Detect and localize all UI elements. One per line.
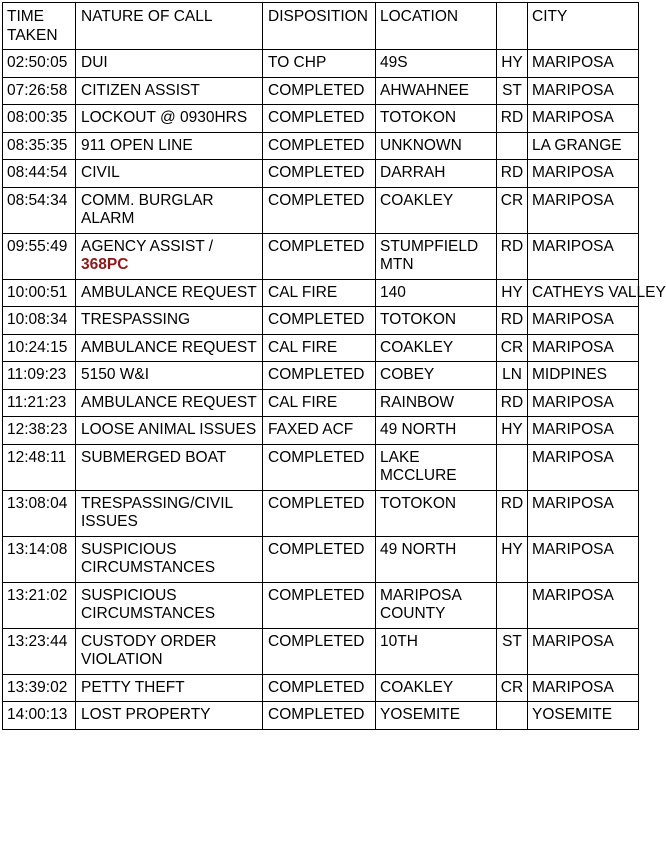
nature-of-call-cell: LOST PROPERTY	[76, 702, 263, 730]
header-location: LOCATION	[376, 3, 497, 50]
call-time-cell: 08:54:34	[3, 187, 76, 233]
street-suffix-cell	[497, 582, 528, 628]
location-cell: TOTOKON	[376, 307, 497, 335]
nature-of-call-cell: SUSPICIOUS CIRCUMSTANCES	[76, 582, 263, 628]
location-cell: YOSEMITE	[376, 702, 497, 730]
call-time-cell: 14:00:13	[3, 702, 76, 730]
city-cell: MARIPOSA	[528, 187, 639, 233]
table-row	[3, 362, 639, 390]
nature-of-call-cell: COMM. BURGLAR ALARM	[76, 187, 263, 233]
call-time-cell: 13:14:08	[3, 536, 76, 582]
table-row	[3, 536, 639, 582]
location-cell: STUMPFIELD MTN	[376, 233, 497, 279]
table-row	[3, 490, 639, 536]
nature-of-call-cell: LOOSE ANIMAL ISSUES	[76, 417, 263, 445]
call-time-cell: 09:55:49	[3, 233, 76, 279]
city-cell: MARIPOSA	[528, 105, 639, 133]
disposition-cell: COMPLETED	[263, 187, 376, 233]
nature-of-call-cell: LOCKOUT @ 0930HRS	[76, 105, 263, 133]
call-time-cell: 07:26:58	[3, 77, 76, 105]
call-time-cell: 13:21:02	[3, 582, 76, 628]
disposition-cell: FAXED ACF	[263, 417, 376, 445]
call-time-cell: 13:39:02	[3, 674, 76, 702]
table-row	[3, 702, 639, 730]
nature-of-call-cell: SUBMERGED BOAT	[76, 444, 263, 490]
street-suffix-cell	[497, 444, 528, 490]
street-suffix-cell: LN	[497, 362, 528, 390]
location-cell: DARRAH	[376, 160, 497, 188]
call-log-body	[3, 50, 666, 730]
street-suffix-cell	[497, 702, 528, 730]
disposition-cell: COMPLETED	[263, 490, 376, 536]
location-cell: 49S	[376, 50, 497, 78]
disposition-cell: COMPLETED	[263, 77, 376, 105]
city-cell: MARIPOSA	[528, 628, 639, 674]
nature-of-call-cell: TRESPASSING/CIVIL ISSUES	[76, 490, 263, 536]
call-time-cell: 11:09:23	[3, 362, 76, 390]
location-cell: COBEY	[376, 362, 497, 390]
city-cell: MIDPINES	[528, 362, 639, 390]
disposition-cell: CAL FIRE	[263, 389, 376, 417]
city-cell: YOSEMITE	[528, 702, 639, 730]
street-suffix-cell: ST	[497, 77, 528, 105]
disposition-cell: COMPLETED	[263, 233, 376, 279]
call-time-cell: 10:00:51	[3, 279, 76, 307]
street-suffix-cell: RD	[497, 490, 528, 536]
table-row	[3, 50, 639, 78]
table-row	[3, 389, 639, 417]
table-row	[3, 307, 639, 335]
city-cell: MARIPOSA	[528, 674, 639, 702]
city-cell: CATHEYS VALLEY	[528, 279, 639, 307]
city-cell: MARIPOSA	[528, 334, 639, 362]
street-suffix-cell: RD	[497, 389, 528, 417]
city-cell: MARIPOSA	[528, 233, 639, 279]
street-suffix-cell	[497, 132, 528, 160]
location-cell: LAKE MCCLURE	[376, 444, 497, 490]
table-row	[3, 77, 639, 105]
call-time-cell: 02:50:05	[3, 50, 76, 78]
header-nature-of-call: NATURE OF CALL	[76, 3, 263, 50]
call-log-table	[2, 2, 666, 730]
call-time-cell: 10:08:34	[3, 307, 76, 335]
call-time-cell: 08:35:35	[3, 132, 76, 160]
header-street-suffix	[497, 3, 528, 50]
city-cell: MARIPOSA	[528, 77, 639, 105]
call-time-cell: 08:44:54	[3, 160, 76, 188]
street-suffix-cell: RD	[497, 307, 528, 335]
disposition-cell: COMPLETED	[263, 105, 376, 133]
call-time-cell: 11:21:23	[3, 389, 76, 417]
street-suffix-cell: HY	[497, 417, 528, 445]
location-cell: COAKLEY	[376, 334, 497, 362]
location-cell: AHWAHNEE	[376, 77, 497, 105]
call-time-cell: 12:48:11	[3, 444, 76, 490]
table-row	[3, 334, 639, 362]
disposition-cell: COMPLETED	[263, 536, 376, 582]
disposition-cell: CAL FIRE	[263, 279, 376, 307]
nature-of-call-cell: CIVIL	[76, 160, 263, 188]
location-cell: MARIPOSA COUNTY	[376, 582, 497, 628]
city-cell: MARIPOSA	[528, 417, 639, 445]
disposition-cell: COMPLETED	[263, 307, 376, 335]
call-time-cell: 12:38:23	[3, 417, 76, 445]
city-cell: MARIPOSA	[528, 490, 639, 536]
location-cell: 49 NORTH	[376, 536, 497, 582]
nature-of-call-cell: CITIZEN ASSIST	[76, 77, 263, 105]
call-time-cell: 13:08:04	[3, 490, 76, 536]
table-row	[3, 279, 639, 307]
table-row	[3, 233, 639, 279]
city-cell: MARIPOSA	[528, 389, 639, 417]
table-row	[3, 187, 639, 233]
street-suffix-cell: HY	[497, 279, 528, 307]
call-time-cell: 08:00:35	[3, 105, 76, 133]
table-row	[3, 160, 639, 188]
nature-of-call-text: AGENCY ASSIST /	[81, 237, 214, 255]
nature-of-call-cell: TRESPASSING	[76, 307, 263, 335]
location-cell: 10TH	[376, 628, 497, 674]
disposition-cell: COMPLETED	[263, 362, 376, 390]
table-row	[3, 674, 639, 702]
header-disposition: DISPOSITION	[263, 3, 376, 50]
street-suffix-cell: CR	[497, 334, 528, 362]
penal-code-highlight: 368PC	[81, 256, 129, 273]
nature-of-call-cell	[76, 233, 263, 279]
nature-of-call-cell: 5150 W&I	[76, 362, 263, 390]
disposition-cell: COMPLETED	[263, 132, 376, 160]
table-row	[3, 582, 639, 628]
street-suffix-cell: RD	[497, 233, 528, 279]
disposition-cell: COMPLETED	[263, 702, 376, 730]
city-cell: MARIPOSA	[528, 444, 639, 490]
disposition-cell: COMPLETED	[263, 628, 376, 674]
table-row	[3, 628, 639, 674]
street-suffix-cell: RD	[497, 105, 528, 133]
disposition-cell: COMPLETED	[263, 160, 376, 188]
street-suffix-cell: CR	[497, 674, 528, 702]
nature-of-call-cell: AMBULANCE REQUEST	[76, 389, 263, 417]
location-cell: 140	[376, 279, 497, 307]
table-row	[3, 132, 639, 160]
location-cell: RAINBOW	[376, 389, 497, 417]
disposition-cell: COMPLETED	[263, 444, 376, 490]
location-cell: 49 NORTH	[376, 417, 497, 445]
street-suffix-cell: CR	[497, 187, 528, 233]
location-cell: COAKLEY	[376, 187, 497, 233]
location-cell: UNKNOWN	[376, 132, 497, 160]
city-cell: MARIPOSA	[528, 536, 639, 582]
location-cell: TOTOKON	[376, 105, 497, 133]
disposition-cell: CAL FIRE	[263, 334, 376, 362]
header-row	[3, 3, 639, 50]
location-cell: COAKLEY	[376, 674, 497, 702]
nature-of-call-cell: AMBULANCE REQUEST	[76, 279, 263, 307]
disposition-cell: TO CHP	[263, 50, 376, 78]
nature-of-call-cell: PETTY THEFT	[76, 674, 263, 702]
table-row	[3, 417, 639, 445]
header-city: CITY	[528, 3, 639, 50]
street-suffix-cell: HY	[497, 536, 528, 582]
street-suffix-cell: RD	[497, 160, 528, 188]
street-suffix-cell: ST	[497, 628, 528, 674]
nature-of-call-cell: 911 OPEN LINE	[76, 132, 263, 160]
city-cell: LA GRANGE	[528, 132, 639, 160]
disposition-cell: COMPLETED	[263, 674, 376, 702]
table-row	[3, 105, 639, 133]
city-cell: MARIPOSA	[528, 50, 639, 78]
city-cell: MARIPOSA	[528, 582, 639, 628]
city-cell: MARIPOSA	[528, 160, 639, 188]
street-suffix-cell: HY	[497, 50, 528, 78]
call-time-cell: 10:24:15	[3, 334, 76, 362]
nature-of-call-cell: DUI	[76, 50, 263, 78]
nature-of-call-cell: AMBULANCE REQUEST	[76, 334, 263, 362]
nature-of-call-cell: CUSTODY ORDER VIOLATION	[76, 628, 263, 674]
call-time-cell: 13:23:44	[3, 628, 76, 674]
nature-of-call-cell: SUSPICIOUS CIRCUMSTANCES	[76, 536, 263, 582]
disposition-cell: COMPLETED	[263, 582, 376, 628]
location-cell: TOTOKON	[376, 490, 497, 536]
city-cell: MARIPOSA	[528, 307, 639, 335]
table-row	[3, 444, 639, 490]
header-time-taken: TIME TAKEN	[3, 3, 76, 50]
